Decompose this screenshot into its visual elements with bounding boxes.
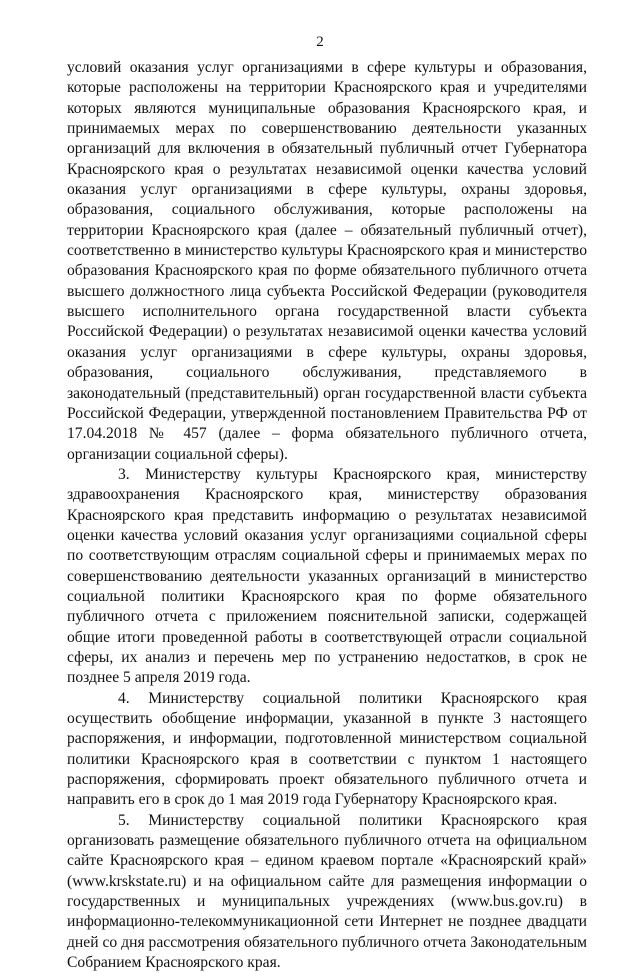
page-number: 2 [316,34,324,50]
paragraph-continuation: условий оказания услуг организациями в сфере культуры и образования, которые расположены на территории Красноярского края и учредителями которых являются муниципальные образования Красноярского края, и принимаемых мерах по совершенствованию деятельности указанных организаций для включения в обязательный публичный отчет Губернатора Красноярского края о результатах независимой оценки качества условий оказания услуг организациями в сфере культуры, охраны здоровья, образования, социального обслуживания, которые расположены на территории Красноярского края (далее – обязательный публичный отчет), соответственно в министерство культуры Красноярского края и министерство образования Красноярского края по форме обязательного публичного отчета высшего должностного лица субъекта Российской Федерации (руководителя высшего исполнительного органа государственной власти субъекта Российской Федерации) о результатах независимой оценки качества условий оказания услуг организациями в сфере культуры, охраны здоровья, образования, социального обслуживания, представляемого в законодательный (представительный) орган государственной власти субъекта Российской Федерации, утвержденной постановлением Правительства РФ от 17.04.2018 № 457 (далее – форма обязательного публичного отчета, организации социальной сферы). [67,59,587,463]
paragraph-item-5: 5. Министерству социальной политики Красноярского края организовать размещение обязательного публичного отчета на официальном сайте Красноярского края – едином краевом портале «Красноярский край» (www.krskstate.ru) и на официальном сайте для размещения информации о государственных и муниципальных учреждениях (www.bus.gov.ru) в информационно-телекоммуникационной сети Интернет не позднее двадцати дней со дня рассмотрения обязательного публичного отчета Законодательным Собранием Красноярского края. [67,811,587,972]
document-body [67,58,587,973]
paragraph-item-3: 3. Министерству культуры Красноярского края, министерству здравоохранения Красноярского края, министерству образования Красноярского края представить информацию о результатах независимой оценки качества условий оказания услуг организациями социальной сферы по соответствующим отраслям социальной сферы и принимаемых мерах по совершенствованию деятельности указанных организаций в министерство социальной политики Красноярского края по форме обязательного публичного отчета с приложением пояснительной записки, содержащей общие итоги проведенной работы в соответствующей отрасли социальной сферы, их анализ и перечень мер по устранению недостатков, в срок не позднее 5 апреля 2019 года. [67,465,587,687]
paragraph-item-4: 4. Министерству социальной политики Красноярского края осуществить обобщение информации, указанной в пункте 3 настоящего распоряжения, и информации, подготовленной министерством социальной политики Красноярского края в соответствии с пунктом 1 настоящего распоряжения, сформировать проект обязательного публичного отчета и направить его в срок до 1 мая 2019 года Губернатору Красноярского края. [67,689,587,809]
